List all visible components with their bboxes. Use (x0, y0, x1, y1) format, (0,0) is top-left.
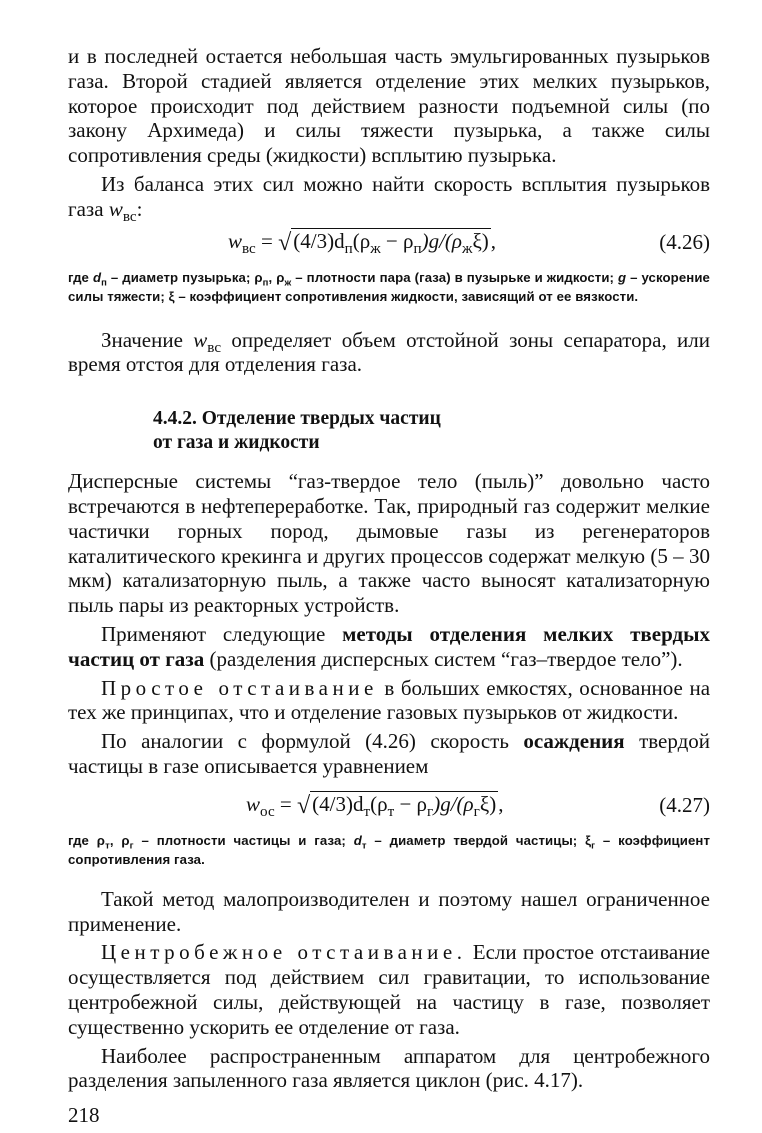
formula-4-26 (68, 222, 710, 262)
paragraph-sedimentation (68, 729, 710, 779)
symbol-w: w (108, 196, 123, 221)
paragraph-cyclone: Наиболее распространенным аппаратом для центробежного разделения запыленного газа является циклон (рис. 4.17). (68, 1043, 710, 1093)
subscript: ж (370, 240, 381, 257)
formula-comma: , (490, 228, 497, 253)
note-text: – диаметр твердой частицы; ξ (366, 832, 592, 848)
equation-number: (4.26) (659, 229, 710, 254)
section-heading (153, 407, 710, 455)
note-formula-4-27 (68, 831, 710, 869)
text-span: (разделения дисперсных систем “газ–твердое тело”). (209, 646, 683, 671)
formula-part: − ρ (394, 791, 428, 816)
formula-4-27 (68, 785, 710, 825)
formula-part: (4/3)d (293, 228, 345, 253)
formula-part: − ρ (380, 228, 414, 253)
sqrt-icon: √ (297, 792, 311, 819)
note-text: – диаметр пузырька; ρ (106, 269, 263, 285)
paragraph-centrifugal-settling (68, 940, 710, 1039)
subscript: ж (284, 277, 292, 289)
text-span: Значение (101, 327, 183, 352)
subscript: п (262, 277, 269, 289)
spaced-term: Простое отстаивание (101, 675, 378, 700)
paragraph-balance-intro (68, 171, 710, 225)
text-span: в больших емкостях, основанное на тех же принципах, что и отделение газовых пузырьков от жидкости. (68, 675, 711, 725)
subscript: п (413, 240, 422, 257)
equals-sign: = (279, 791, 292, 816)
formula-part: ξ) (479, 791, 497, 816)
formula-comma: , (498, 791, 504, 816)
radicand (310, 791, 498, 820)
subscript: вс (242, 240, 256, 257)
text-span: Применяют следующие (101, 621, 326, 646)
heading-line-2: от газа и жидкости (153, 432, 320, 454)
formula-part: )g/(ρ (433, 791, 474, 816)
subscript: г (129, 840, 134, 852)
sqrt-icon: √ (278, 229, 292, 256)
formula-part: (ρ (370, 791, 388, 816)
formula-part: (4/3)d (312, 791, 364, 816)
equation-number: (4.27) (659, 792, 710, 817)
text-span: Из баланса этих сил можно найти скорость всплытия пузырьков газа (68, 171, 710, 221)
paragraph-simple-settling (68, 676, 710, 726)
equals-sign: = (261, 228, 273, 253)
radicand (291, 228, 491, 257)
note-formula-4-26 (68, 268, 710, 306)
formula-expression (228, 228, 496, 255)
subscript: г (591, 840, 596, 852)
text-span: Если простое отстаивание осуществляется под действием сил гравитации, то использование центробежной силы, действующей на частицу в газе, позволяет существенно ускорить ее отделение от газа. (68, 940, 711, 1039)
subscript: т (387, 803, 395, 820)
bold-term: осаждения (523, 729, 625, 754)
paragraph-bubble-separation: и в последней остается небольшая часть эмульгированных пузырьков газа. Второй стадией является отделение этих мелких пузырьков, которое происходит под действием разности подъемной силы (по закону Архимеда) и силы тяжести пузырька, а также силы сопротивления среды (жидкости) всплытию пузырька. (68, 44, 710, 168)
subscript: вс (122, 208, 137, 225)
formula-expression (246, 791, 503, 818)
subscript: ос (260, 803, 275, 820)
note-text: – плотности пара (газа) в пузырьке и жидкости; (291, 269, 618, 285)
formula-part: (ρ (352, 228, 371, 253)
paragraph-methods (68, 622, 710, 672)
paragraph-low-productivity: Такой метод малопроизводителен и поэтому нашел ограниченное применение. (68, 886, 710, 936)
subscript: г (473, 803, 480, 820)
text-span: : (136, 196, 143, 221)
note-text: , ρ (268, 269, 285, 285)
text-span: твердой частицы в газе описывается уравнением (68, 729, 710, 778)
note-text: где (68, 269, 93, 285)
formula-part: )g/(ρ (421, 228, 462, 253)
note-text: , ρ (109, 832, 130, 848)
subscript: т (105, 840, 110, 852)
note-text: – коэффициент сопротивления газа. (68, 832, 711, 867)
note-text: – плотности частицы и газа; (133, 832, 354, 848)
note-text: где ρ (68, 832, 106, 848)
subscript: п (101, 277, 107, 289)
heading-line-1: 4.4.2. Отделение твердых частиц (153, 408, 441, 430)
paragraph-dispersed-systems: Дисперсные системы “газ-твердое тело (пыль)” довольно часто встречаются в нефтепереработке. Так, природный газ содержит мелкие частички горных пород, дымовые газы из регенераторов каталитического крекинга и других процессов содержат мелкую (5 – 30 мкм) катализаторную пыль, а также часто выносят катализаторную пыль пары из реакторных устройств. (68, 469, 710, 618)
formula-part: ξ) (472, 228, 489, 253)
symbol-d: d (92, 269, 102, 285)
page-number: 218 (68, 1103, 100, 1128)
formula-lhs: w (228, 228, 243, 253)
formula-lhs: w (246, 791, 261, 816)
subscript: п (344, 240, 353, 257)
spaced-term: Центробежное отстаивание. (101, 940, 467, 965)
subscript: ж (461, 240, 473, 257)
symbol-d: d (353, 832, 362, 848)
bold-term: методы отделения мелких твердых частиц от газа (68, 621, 711, 671)
text-span: По аналогии с формулой (4.26) скорость (101, 729, 509, 754)
text-span: определяет объем отстойной зоны сепаратора, или время отстоя для отделения газа. (68, 327, 711, 377)
paragraph-wvs-meaning (68, 328, 710, 378)
subscript: т (361, 840, 367, 852)
subscript: г (427, 803, 434, 820)
subscript: вс (207, 339, 222, 356)
symbol-w: w (193, 327, 208, 352)
subscript: т (363, 803, 371, 820)
note-text: – ускорение силы тяжести; ξ – коэффициент сопротивления жидкости, зависящий от ее вязкости. (68, 269, 710, 304)
symbol-g: g (617, 269, 627, 285)
